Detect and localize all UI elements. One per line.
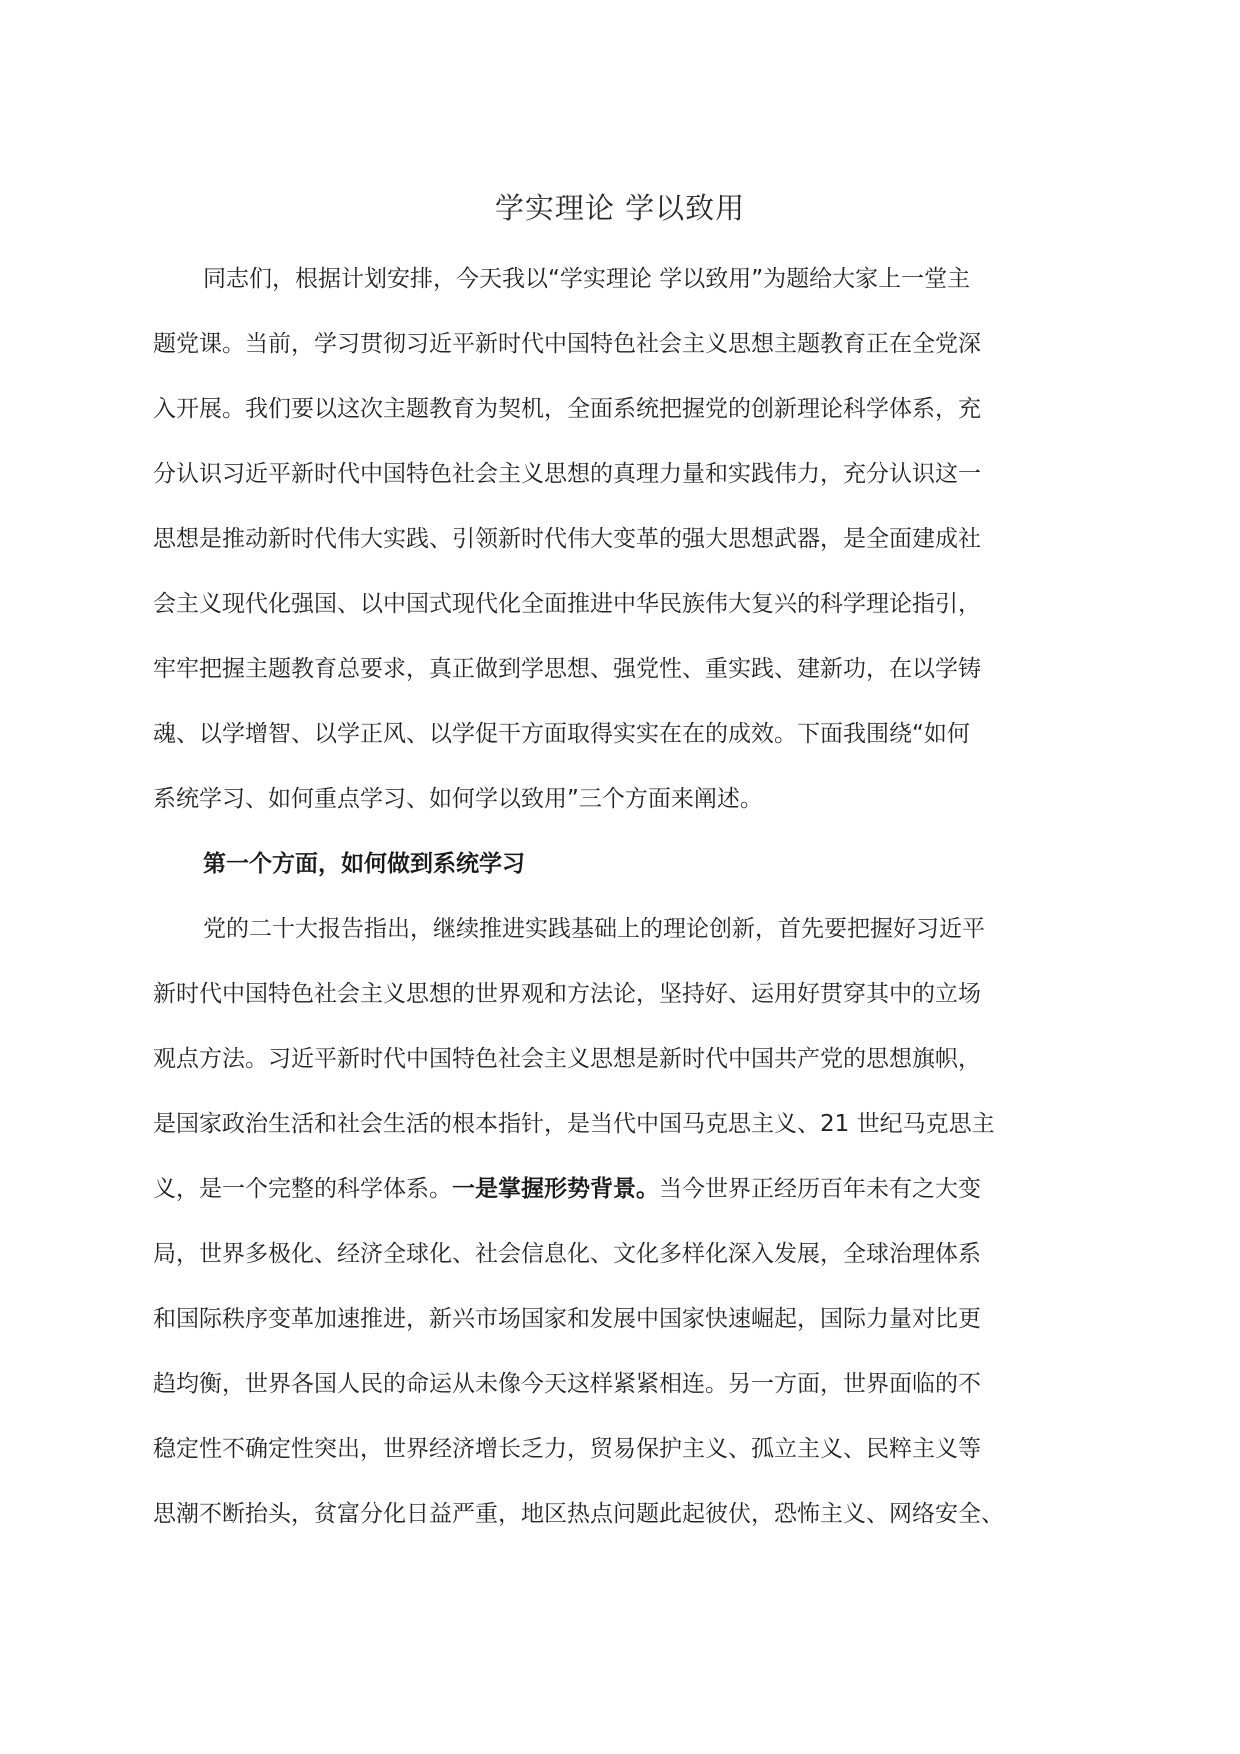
- paragraph-line: 新时代中国特色社会主义思想的世界观和方法论，坚持好、运用好贯穿其中的立场: [153, 981, 981, 1007]
- paragraph-line: 党的二十大报告指出，继续推进实践基础上的理论创新，首先要把握好习近平: [203, 916, 985, 942]
- paragraph-line: 观点方法。习近平新时代中国特色社会主义思想是新时代中国共产党的思想旗帜，: [153, 1046, 981, 1072]
- paragraph-line: 系统学习、如何重点学习、如何学以致用”三个方面来阐述。: [153, 786, 763, 812]
- bold-subheading: 一是掌握形势背景。: [452, 1176, 659, 1202]
- paragraph-line: 分认识习近平新时代中国特色社会主义思想的真理力量和实践伟力，充分认识这一: [153, 461, 981, 487]
- section-heading: 第一个方面，如何做到系统学习: [203, 851, 525, 877]
- paragraph-line: 稳定性不确定性突出，世界经济增长乏力，贸易保护主义、孤立主义、民粹主义等: [153, 1436, 981, 1462]
- paragraph-line: 入开展。我们要以这次主题教育为契机，全面系统把握党的创新理论科学体系，充: [153, 396, 981, 422]
- document-body: [153, 255, 1059, 1555]
- paragraph-line: 思潮不断抬头，贫富分化日益严重，地区热点问题此起彼伏，恐怖主义、网络安全、: [153, 1501, 1004, 1527]
- paragraph-systematic-study: [153, 905, 1059, 1555]
- paragraph-line-mixed: [153, 1165, 1059, 1230]
- paragraph-line: 会主义现代化强国、以中国式现代化全面推进中华民族伟大复兴的科学理论指引，: [153, 591, 981, 617]
- paragraph-line: 局，世界多极化、经济全球化、社会信息化、文化多样化深入发展，全球治理体系: [153, 1241, 981, 1267]
- paragraph-line: 魂、以学增智、以学正风、以学促干方面取得实实在在的成效。下面我围绕“如何: [153, 721, 970, 747]
- paragraph-line: 是国家政治生活和社会生活的根本指针，是当代中国马克思主义、21 世纪马克思主: [153, 1111, 995, 1137]
- line-text: 义，是一个完整的科学体系。: [153, 1176, 452, 1202]
- paragraph-line: 和国际秩序变革加速推进，新兴市场国家和发展中国家快速崛起，国际力量对比更: [153, 1306, 981, 1332]
- paragraph-line: 题党课。当前，学习贯彻习近平新时代中国特色社会主义思想主题教育正在全党深: [153, 331, 981, 357]
- line-text: 当今世界正经历百年未有之大变: [659, 1176, 981, 1202]
- paragraph-intro: [153, 255, 1059, 840]
- paragraph-line: 思想是推动新时代伟大实践、引领新时代伟大变革的强大思想武器，是全面建成社: [153, 526, 981, 552]
- paragraph-line: 趋均衡，世界各国人民的命运从未像今天这样紧紧相连。另一方面，世界面临的不: [153, 1371, 981, 1397]
- document-title: 学实理论 学以致用: [494, 191, 746, 225]
- paragraph-line: 同志们，根据计划安排，今天我以“学实理论 学以致用”为题给大家上一堂主: [203, 266, 971, 292]
- paragraph-line: 牢牢把握主题教育总要求，真正做到学思想、强党性、重实践、建新功，在以学铸: [153, 656, 981, 682]
